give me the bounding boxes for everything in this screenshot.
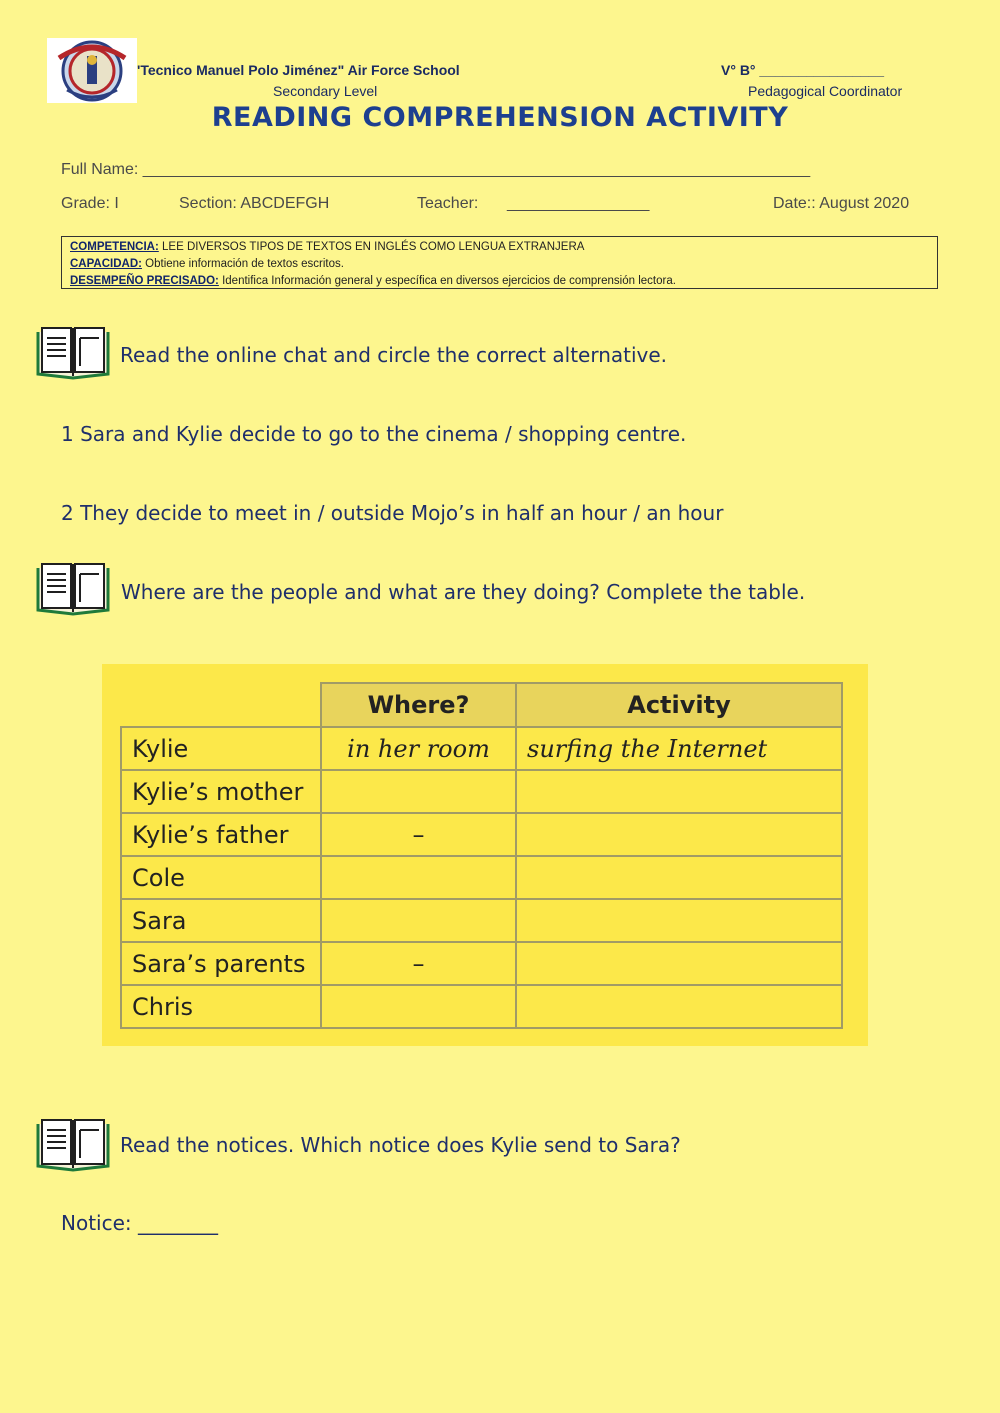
where-cell	[321, 856, 516, 899]
date-label: Date:: August 2020	[773, 195, 910, 212]
competency-label: COMPETENCIA:	[70, 241, 159, 253]
table-row	[121, 856, 842, 899]
activity-cell	[516, 899, 842, 942]
table-panel	[102, 664, 868, 1046]
school-name: 'Tecnico Manuel Polo Jiménez" Air Force School	[137, 62, 460, 78]
school-level: Secondary Level	[273, 83, 378, 99]
header-cell-empty	[121, 683, 321, 727]
performance-line	[70, 273, 929, 290]
name-cell: Sara	[121, 899, 321, 942]
where-cell: in her room	[321, 727, 516, 770]
competency-line	[70, 239, 929, 256]
table-row	[121, 985, 842, 1028]
table-body	[121, 727, 842, 1028]
notice-answer-field: Notice: ________	[61, 1211, 218, 1235]
book-icon	[36, 562, 110, 616]
instruction-2: Where are the people and what are they doing? Complete the table.	[121, 580, 806, 604]
activity-cell	[516, 856, 842, 899]
book-icon	[36, 1118, 110, 1172]
activity-cell	[516, 770, 842, 813]
approval-line: V° B° ________________	[721, 62, 885, 78]
where-cell: –	[321, 942, 516, 985]
full-name-field: Full Name: ___________________________________________________________________________	[61, 161, 811, 178]
instruction-1: Read the online chat and circle the correct alternative.	[120, 343, 668, 367]
capacity-line	[70, 256, 929, 273]
grade-label: Grade: I	[61, 195, 119, 212]
name-cell: Kylie’s mother	[121, 770, 321, 813]
activity-cell	[516, 985, 842, 1028]
name-cell: Cole	[121, 856, 321, 899]
page-title: READING COMPREHENSION ACTIVITY	[211, 102, 789, 133]
instruction-3: Read the notices. Which notice does Kylie send to Sara?	[120, 1133, 681, 1157]
capacity-label: CAPACIDAD:	[70, 258, 142, 270]
table-row	[121, 899, 842, 942]
performance-label: DESEMPEÑO PRECISADO:	[70, 275, 219, 287]
name-cell: Kylie’s father	[121, 813, 321, 856]
question-1: 1 Sara and Kylie decide to go to the cinema / shopping centre.	[61, 422, 687, 446]
activity-cell: surfing the Internet	[516, 727, 842, 770]
activity-table	[120, 682, 843, 1029]
where-cell	[321, 985, 516, 1028]
header-cell-where: Where?	[321, 683, 516, 727]
name-cell: Chris	[121, 985, 321, 1028]
capacity-text: Obtiene información de textos escritos.	[141, 258, 344, 270]
competency-text: LEE DIVERSOS TIPOS DE TEXTOS EN INGLÉS COMO LENGUA EXTRANJERA	[158, 241, 585, 253]
table-row	[121, 813, 842, 856]
where-cell: –	[321, 813, 516, 856]
school-logo	[47, 38, 137, 103]
name-cell: Sara’s parents	[121, 942, 321, 985]
activity-cell	[516, 813, 842, 856]
name-cell: Kylie	[121, 727, 321, 770]
coordinator-label: Pedagogical Coordinator	[748, 83, 903, 99]
where-cell	[321, 770, 516, 813]
table-row	[121, 770, 842, 813]
teacher-blank: ________________	[507, 195, 650, 212]
header-cell-activity: Activity	[516, 683, 842, 727]
section-label: Section: ABCDEFGH	[179, 195, 330, 212]
book-icon	[36, 326, 110, 380]
performance-text: Identifica Información general y específica en diversos ejercicios de comprensión lectora.	[218, 275, 676, 287]
table-header-row	[121, 683, 842, 727]
table-row	[121, 727, 842, 770]
teacher-label: Teacher:	[417, 195, 479, 212]
table-row	[121, 942, 842, 985]
competency-box	[61, 236, 938, 289]
question-2: 2 They decide to meet in / outside Mojo’s in half an hour / an hour	[61, 501, 724, 525]
activity-cell	[516, 942, 842, 985]
where-cell	[321, 899, 516, 942]
